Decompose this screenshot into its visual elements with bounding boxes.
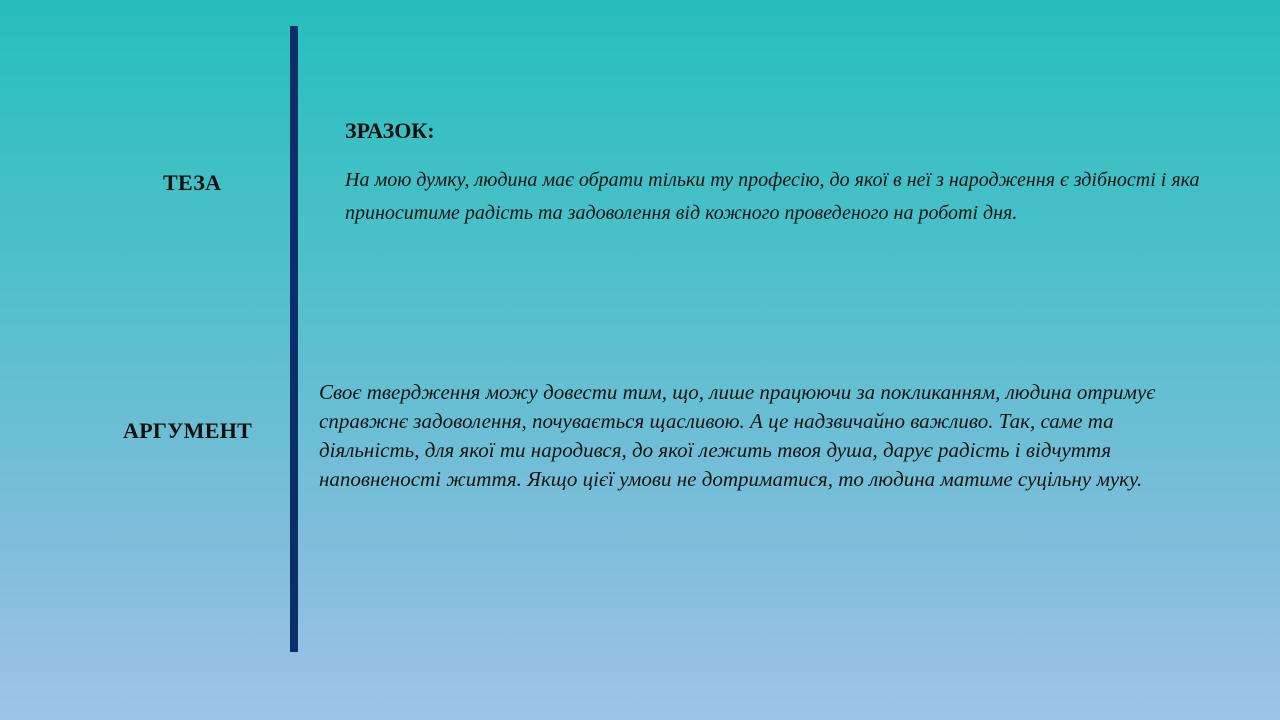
argument-text: Своє твердження можу довести тим, що, лише працюючи за покликанням, людина отримує справжнє задоволення, почувається щасливою. А це надзвичайно важливо. Так, саме та діяльність, для якої ти народився, до якої лежить твоя душа, дарує радість і відчуття наповненості життя. Якщо цієї умови не дотриматися, то людина матиме суцільну муку. <box>319 380 1156 491</box>
argument-label: АРГУМЕНТ <box>123 418 253 443</box>
sample-heading: ЗРАЗОК: <box>345 118 435 143</box>
thesis-label: ТЕЗА <box>163 170 222 195</box>
vertical-divider <box>290 26 298 652</box>
thesis-text: На мою думку, людина має обрати тільки ту професію, до якої в неї з народження є здібності і яка приноситиме радість та задоволення від кожного проведеного на роботі дня. <box>345 169 1200 224</box>
